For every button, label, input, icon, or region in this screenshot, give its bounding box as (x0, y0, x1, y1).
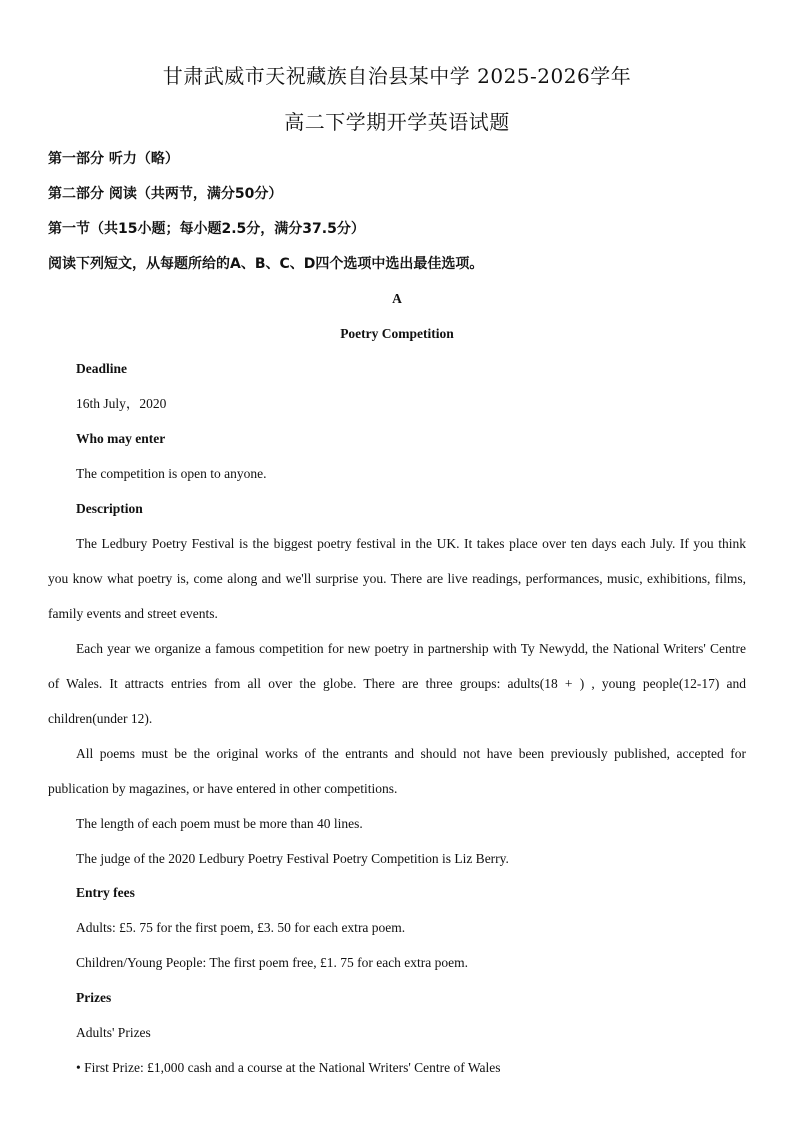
entry-fees-children: Children/Young People: The first poem free, £1. 75 for each extra poem. (76, 955, 469, 970)
passage-title: Poetry Competition (340, 326, 454, 341)
description-paragraph-2-line-3: children(under 12). (48, 711, 153, 726)
who-may-enter-heading: Who may enter (76, 431, 166, 446)
entry-fees-adults: Adults: £5. 75 for the first poem, £3. 50 for each extra poem. (76, 920, 406, 935)
exam-title-line-2: 高二下学期开学英语试题 (284, 110, 510, 134)
description-paragraph-1-line-3: family events and street events. (48, 606, 218, 621)
description-paragraph-4: The length of each poem must be more than 40 lines. (76, 816, 363, 831)
passage-letter: A (392, 291, 402, 306)
description-heading: Description (76, 501, 143, 516)
adults-prizes-subheading: Adults' Prizes (76, 1025, 151, 1040)
description-paragraph-1-line-2: you know what poetry is, come along and we'll surprise you. There are live readings, performances, music, exhibitions, films, (48, 571, 746, 586)
who-may-enter-text: The competition is open to anyone. (76, 466, 267, 481)
part-one-heading: 第一部分 听力（略） (48, 151, 179, 167)
description-paragraph-3-line-1: All poems must be the original works of the entrants and should not have been previously published, accepted for (76, 746, 746, 761)
deadline-value: 16th July，2020 (76, 396, 167, 411)
exam-title-line-1: 甘肃武威市天祝藏族自治县某中学 2025-2026学年 (162, 64, 632, 88)
prizes-heading: Prizes (76, 990, 112, 1005)
description-paragraph-5: The judge of the 2020 Ledbury Poetry Festival Poetry Competition is Liz Berry. (76, 851, 509, 866)
description-paragraph-2-line-2: of Wales. It attracts entries from all over the globe. There are three groups: adults(18 + ) , young people(12-17) and (48, 676, 746, 691)
deadline-heading: Deadline (76, 361, 128, 376)
section-one-heading: 第一节（共15小题；每小题2.5分，满分37.5分） (48, 221, 365, 237)
description-paragraph-1-line-1: The Ledbury Poetry Festival is the biggest poetry festival in the UK. It takes place over ten days each July. If you think (76, 536, 746, 551)
entry-fees-heading: Entry fees (76, 885, 135, 900)
part-two-heading: 第二部分 阅读（共两节，满分50分） (48, 186, 283, 202)
description-paragraph-3-line-2: publication by magazines, or have entered in other competitions. (48, 781, 398, 796)
first-prize-item: • First Prize: £1,000 cash and a course at the National Writers' Centre of Wales (76, 1060, 501, 1075)
reading-direction: 阅读下列短文，从每题所给的A、B、C、D四个选项中选出最佳选项。 (48, 256, 484, 272)
description-paragraph-2-line-1: Each year we organize a famous competition for new poetry in partnership with Ty Newydd, the National Writers' Centre (76, 641, 746, 656)
